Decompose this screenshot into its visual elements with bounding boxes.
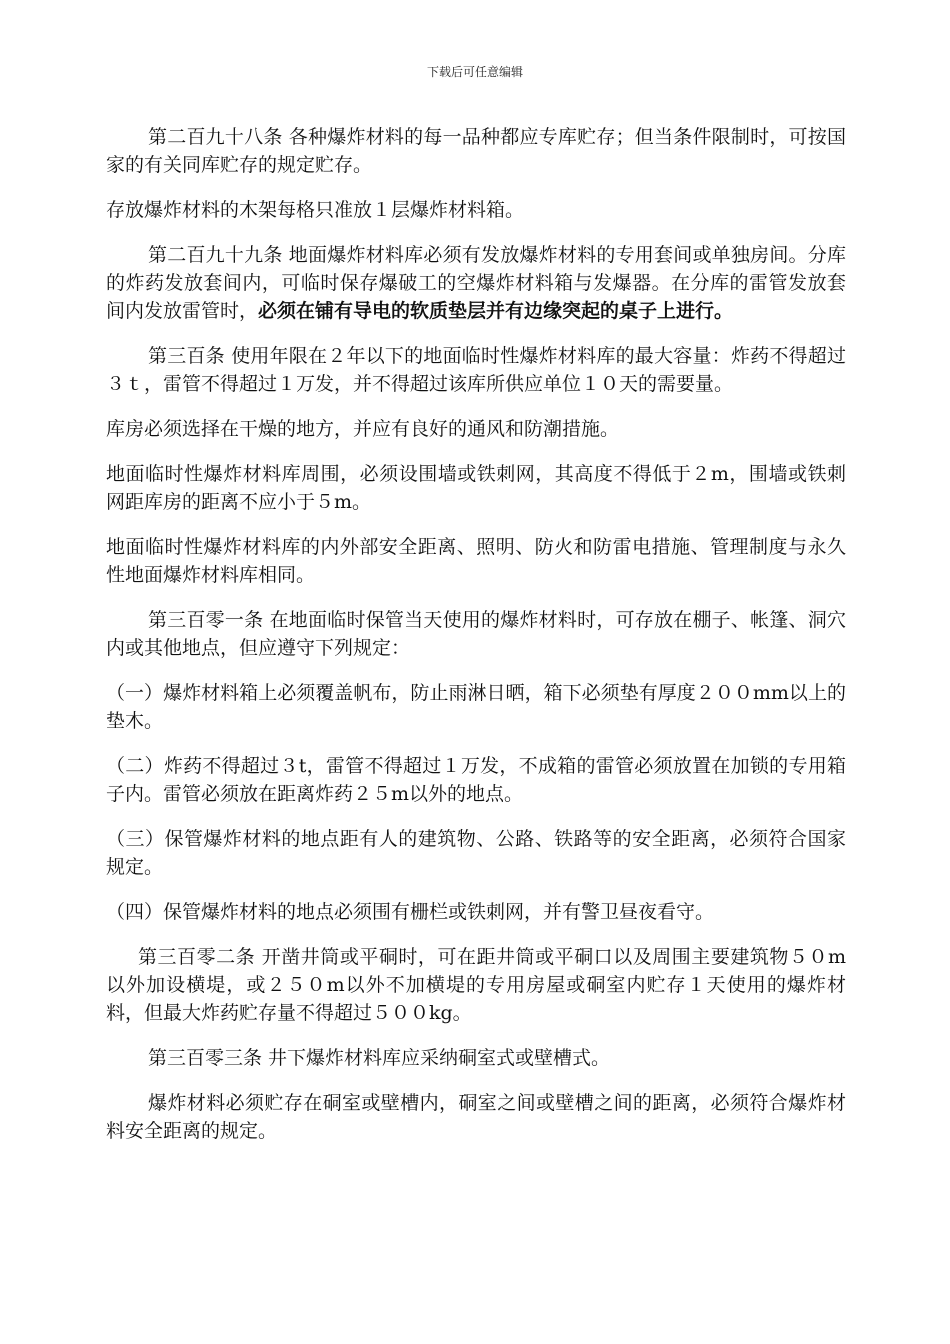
- article-300-text: 第三百条 使用年限在２年以下的地面临时性爆炸材料库的最大容量：炸药不得超过３ｔ，雷管不得超过１万发，并不得超过该库所供应单位１０天的需要量。: [106, 345, 846, 395]
- storage-location-rule: [106, 415, 846, 443]
- page-header: 下载后可任意编辑: [426, 65, 523, 79]
- shelf-rule-text: 存放爆炸材料的木架每格只准放１层爆炸材料箱。: [106, 199, 525, 221]
- storage-spacing-rule-text: 爆炸材料必须贮存在硐室或壁槽内，硐室之间或壁槽之间的距离，必须符合爆炸材料安全距离的规定。: [106, 1092, 846, 1142]
- article-303-text: 第三百零三条 井下爆炸材料库应采纳硐室式或壁槽式。: [148, 1047, 611, 1069]
- rule-item-3: [106, 825, 846, 881]
- fence-rule-text: 地面临时性爆炸材料库周围，必须设围墙或铁刺网，其高度不得低于２m，围墙或铁刺网距库房的距离不应小于５m。: [106, 463, 846, 513]
- safety-distance-rule: [106, 533, 846, 589]
- rule-item-1-text: （一）爆炸材料箱上必须覆盖帆布，防止雨淋日晒，箱下必须垫有厚度２００mm以上的垫木。: [106, 682, 846, 732]
- storage-location-rule-text: 库房必须选择在干燥的地方，并应有良好的通风和防潮措施。: [106, 418, 620, 440]
- article-299-bold-text: 必须在铺有导电的软质垫层并有边缘突起的桌子上进行。: [258, 300, 734, 322]
- fence-rule: [106, 460, 846, 516]
- document-body: [106, 123, 846, 1162]
- storage-spacing-rule: [106, 1089, 846, 1145]
- article-302: [106, 943, 846, 1027]
- article-299: [106, 241, 846, 325]
- article-298-text: 第二百九十八条 各种爆炸材料的每一品种都应专库贮存；但当条件限制时，可按国家的有关同库贮存的规定贮存。: [106, 126, 846, 176]
- rule-item-4: [106, 898, 846, 926]
- article-301: [106, 606, 846, 662]
- safety-distance-rule-text: 地面临时性爆炸材料库的内外部安全距离、照明、防火和防雷电措施、管理制度与永久性地面爆炸材料库相同。: [106, 536, 846, 586]
- article-301-text: 第三百零一条 在地面临时保管当天使用的爆炸材料时，可存放在棚子、帐篷、洞穴内或其他地点，但应遵守下列规定：: [106, 609, 846, 659]
- rule-item-2-text: （二）炸药不得超过３t，雷管不得超过１万发，不成箱的雷管必须放置在加锁的专用箱子内。雷管必须放在距离炸药２５m以外的地点。: [106, 755, 846, 805]
- shelf-rule: [106, 196, 846, 224]
- rule-item-2: [106, 752, 846, 808]
- article-303: [106, 1044, 846, 1072]
- article-299-text: 第二百九十九条 地面爆炸材料库必须有发放爆炸材料的专用套间或单独房间。分库的炸药发放套间内，可临时保存爆破工的空爆炸材料箱与发爆器。在分库的雷管发放套间内发放雷管时，: [106, 244, 846, 322]
- article-300: [106, 342, 846, 398]
- article-302-text: 第三百零二条 开凿井筒或平硐时，可在距井筒或平硐口以及周围主要建筑物５０m以外加设横堤，或２５０m以外不加横堤的专用房屋或硐室内贮存１天使用的爆炸材料，但最大炸药贮存量不得超过５００kg。: [106, 946, 846, 1024]
- rule-item-1: [106, 679, 846, 735]
- rule-item-3-text: （三）保管爆炸材料的地点距有人的建筑物、公路、铁路等的安全距离，必须符合国家规定。: [106, 828, 846, 878]
- rule-item-4-text: （四）保管爆炸材料的地点必须围有栅栏或铁刺网，并有警卫昼夜看守。: [106, 901, 715, 923]
- article-298: [106, 123, 846, 179]
